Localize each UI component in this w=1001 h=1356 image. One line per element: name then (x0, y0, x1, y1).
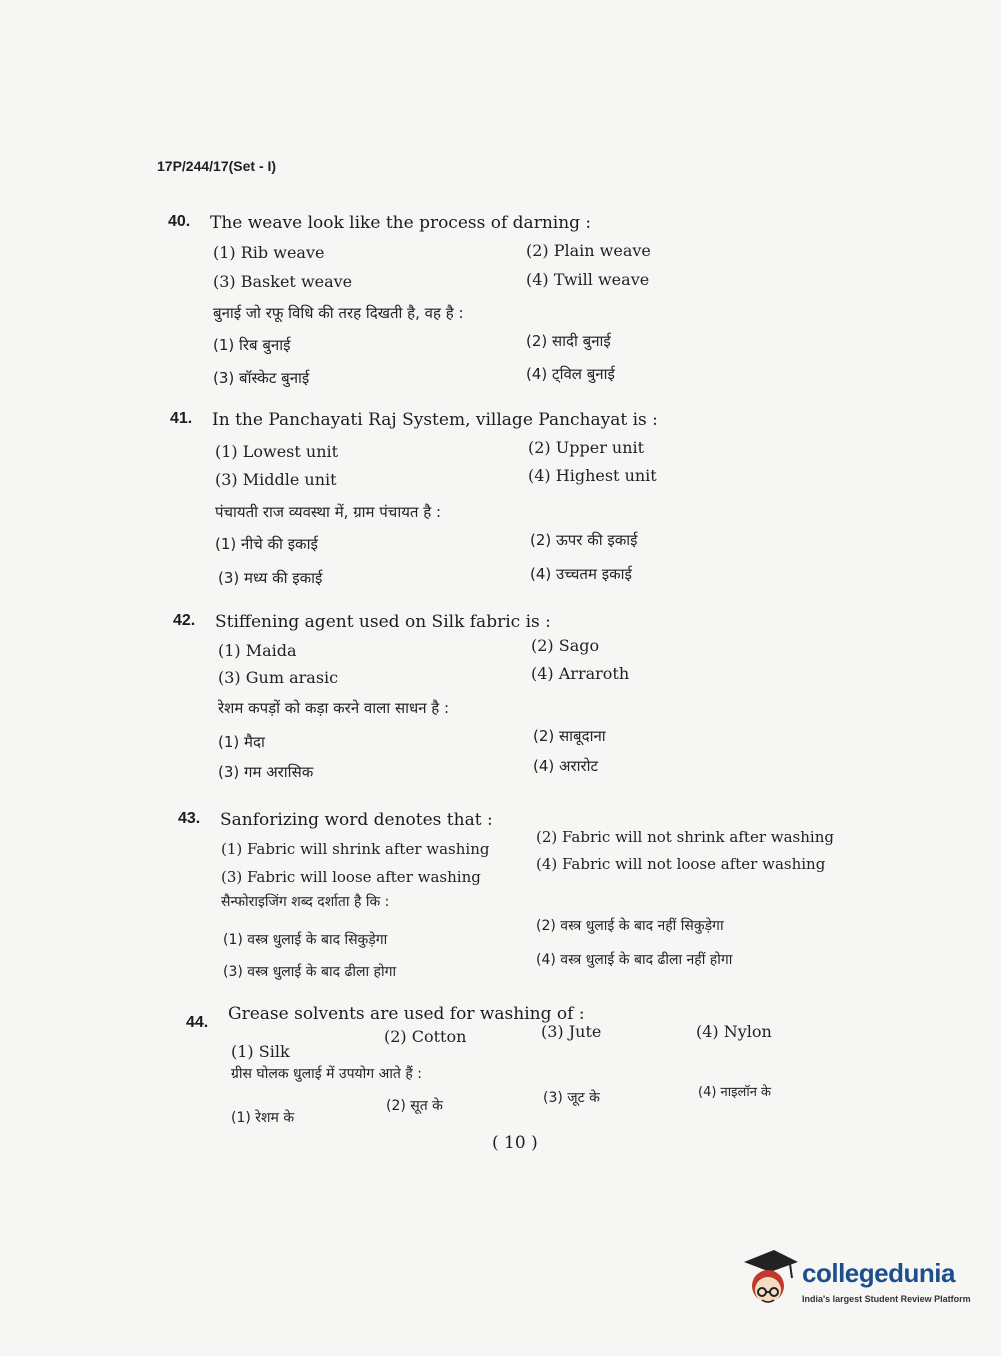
option-1-hindi: (1) नीचे की इकाई (215, 535, 318, 553)
option-1-hindi: (1) वस्त्र धुलाई के बाद सिकुड़ेगा (223, 932, 388, 948)
option-4: (4) Fabric will not loose after washing (536, 855, 826, 873)
question-text: Stiffening agent used on Silk fabric is : (215, 612, 551, 632)
option-4: (4) Arraroth (531, 664, 630, 683)
option-4-hindi: (4) अरारोट (533, 757, 599, 775)
option-1: (1) Fabric will shrink after washing (221, 840, 490, 858)
question-43 (178, 810, 858, 980)
question-text-hindi: पंचायती राज व्यवस्था में, ग्राम पंचायत है : (215, 503, 442, 521)
option-3: (3) Gum arasic (218, 668, 339, 687)
question-number: 40. (168, 213, 191, 230)
option-2-hindi: (2) ऊपर की इकाई (530, 531, 638, 549)
option-1: (1) Lowest unit (215, 442, 339, 461)
mascot-icon (740, 1248, 800, 1312)
option-3-hindi: (3) बॉस्केट बुनाई (213, 369, 310, 387)
question-text-hindi: सैन्फोराइजिंग शब्द दर्शाता है कि : (221, 894, 390, 910)
option-1: (1) Silk (231, 1042, 290, 1061)
option-4: (4) Nylon (696, 1022, 772, 1041)
option-2-hindi: (2) सूत के (386, 1098, 443, 1114)
option-3-hindi: (3) जूट के (543, 1090, 600, 1106)
question-text: The weave look like the process of darning : (210, 213, 592, 233)
question-44 (186, 1000, 826, 1126)
question-number: 44. (186, 1014, 209, 1031)
option-3: (3) Middle unit (215, 470, 337, 489)
option-3: (3) Fabric will loose after washing (221, 868, 481, 886)
option-1-hindi: (1) रेशम के (231, 1110, 295, 1126)
question-text: Grease solvents are used for washing of : (228, 1004, 585, 1024)
option-1: (1) Maida (218, 641, 297, 660)
page-number: ( 10 ) (492, 1133, 538, 1153)
option-4-hindi: (4) नाइलॉन के (698, 1085, 772, 1100)
option-4-hindi: (4) ट्विल बुनाई (526, 365, 615, 383)
option-1-hindi: (1) मैदा (218, 733, 265, 751)
question-number: 43. (178, 810, 201, 827)
option-2-hindi: (2) साबूदाना (533, 727, 606, 745)
option-4: (4) Highest unit (528, 466, 657, 485)
option-2: (2) Plain weave (526, 241, 651, 260)
question-number: 42. (173, 612, 196, 629)
brand-tagline: India's largest Student Review Platform (802, 1294, 971, 1304)
option-4-hindi: (4) उच्चतम इकाई (530, 565, 632, 583)
option-2: (2) Upper unit (528, 438, 645, 457)
question-text-hindi: रेशम कपड़ों को कड़ा करने वाला साधन है : (218, 699, 450, 717)
option-4: (4) Twill weave (526, 270, 650, 289)
question-text-hindi: ग्रीस घोलक धुलाई में उपयोग आते हैं : (231, 1066, 422, 1082)
question-number: 41. (170, 410, 193, 427)
collegedunia-watermark (740, 1248, 970, 1312)
question-text: In the Panchayati Raj System, village Panchayat is : (212, 410, 658, 430)
option-2: (2) Sago (531, 636, 600, 655)
question-40 (168, 213, 868, 387)
option-1-hindi: (1) रिब बुनाई (213, 336, 291, 354)
option-3: (3) Jute (541, 1022, 602, 1041)
option-4-hindi: (4) वस्त्र धुलाई के बाद ढीला नहीं होगा (536, 952, 733, 968)
option-2: (2) Fabric will not shrink after washing (536, 828, 834, 846)
question-41 (170, 410, 870, 587)
option-1: (1) Rib weave (213, 243, 325, 262)
option-3-hindi: (3) वस्त्र धुलाई के बाद ढीला होगा (223, 964, 397, 980)
option-3-hindi: (3) मध्य की इकाई (218, 569, 323, 587)
option-2-hindi: (2) वस्त्र धुलाई के बाद नहीं सिकुड़ेगा (536, 918, 724, 934)
option-3: (3) Basket weave (213, 272, 353, 291)
question-text: Sanforizing word denotes that : (220, 810, 493, 830)
question-text-hindi: बुनाई जो रफू विधि की तरह दिखती है, वह है : (213, 304, 464, 322)
question-42 (173, 612, 873, 781)
option-3-hindi: (3) गम अरासिक (218, 763, 314, 781)
option-2-hindi: (2) सादी बुनाई (526, 332, 611, 350)
option-2: (2) Cotton (384, 1027, 467, 1046)
brand-name: collegedunia (802, 1258, 955, 1288)
paper-code: 17P/244/17(Set - I) (157, 158, 277, 174)
